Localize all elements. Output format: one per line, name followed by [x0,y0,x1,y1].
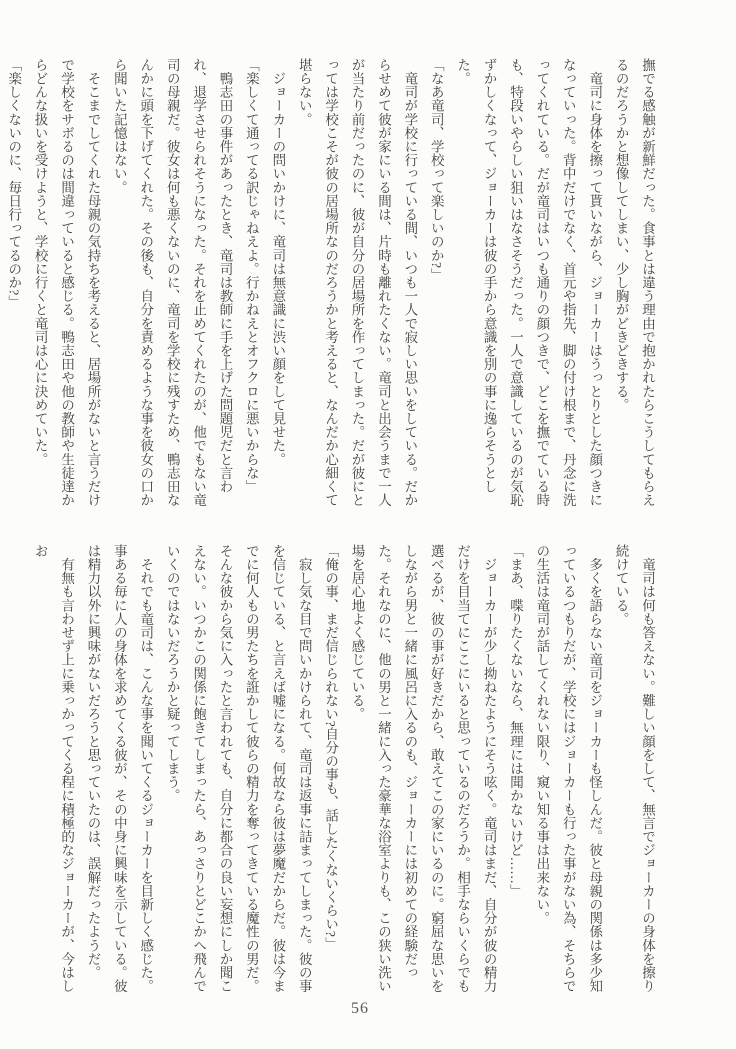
text-block-top [0,58,660,520]
paragraph: 竜司は何も答えない。難しい顔をして、無言でジョーカーの身体を擦り続けている。 [613,544,655,993]
paragraph: 「俺の事、まだ信じられない?自分の事も、話したくないくらい?」 [323,544,339,951]
paragraph: 「なあ竜司、学校って楽しいのか?」 [428,58,444,282]
text-block-bottom [26,544,660,1006]
paragraph: 「楽しくないのに、毎日行ってるのか?」 [6,58,22,309]
paragraph: 鴨志田の事件があったとき、竜司は教師に手を上げた問題児だと言われ、退学させられそうになった。それを止めてくれたのが、他でもない竜司の母親だ。彼女は何も悪くないのに、竜司を学校に残すため、鴨志田なんかに頭を下げてくれた。その後も、自分を責めるような事を彼女の口から聞いた記憶はない。 [111,58,233,507]
paragraph: 竜司が学校に行っている間、いつも一人で寂しい思いをしている。だからせめて彼が家にいる間は、片時も離れたくない。竜司と出会うまで一人が当たり前だったのに、彼が自分の居場所を作ってしまった。だが彼にとっては学校こそが彼の居場所なのだろうかと考えると、なんだか心細くて堪らない。 [296,58,418,507]
paragraph: ジョーカーの問いかけに、竜司は無意識に渋い顔をして見せた。 [270,58,286,466]
paragraph: 寂し気な目で問いかけられて、竜司は返事に詰まってしまった。彼の事を信じている、と言えば嘘になる。何故なら彼は夢魔だからだ。彼は今までに何人もの男たちを誑かして彼らの精力を奪ってきている魔性の男だ。そんな彼から気に入ったと言われても、自分に都合の良い妄想にしか聞こえない。いつかこの関係に飽きてしまったら、あっさりとどこかへ飛んでいくのではないだろうかと疑ってしまう。 [164,544,312,993]
paragraph: 「楽しくて通ってる訳じゃねえよ。行かねえとオフクロに悪いからな」 [243,58,259,494]
paragraph: 「まあ、喋りたくないなら、無理には聞かないけど……」 [507,544,523,898]
paragraph: ジョーカーが少し拗ねたようにそう呟く。竜司はまだ、自分が彼の精力だけを目当てにここにいると思っているのだろうか。相手ならいくらでも選べるが、彼の事が好きだから、敢えてこの家にいるのに。窮屈な思いをしながら男と一緒に風呂に入るのも、ジョーカーには初めての経験だった。それなのに、他の男と一緒に入った豪華な浴室よりも、この狭い洗い場を居心地よく感じている。 [349,544,497,993]
paragraph: 竜司に身体を擦って貰いながら、ジョーカーはうっとりとした顔つきになっていった。背中だけでなく、首元や指先、脚の付け根まで、丹念に洗ってくれている。だが竜司はいつも通りの顔つきで、どこを撫でている時も、特段いやらしい狙いはなさそうだった。一人で意識しているのが気恥ずかしくなって、ジョーカーは彼の手から意識を別の事に逸らそうとした。 [455,58,603,507]
page-number: 56 [351,1000,369,1017]
paragraph: 撫でる感触が新鮮だった。食事とは違う理由で抱かれたらこうしてもらえるのだろうかと想像してしまい、少し胸がどきどきする。 [613,58,655,507]
paragraph: そこまでしてくれた母親の気持ちを考えると、居場所がないと言うだけで学校をサボるのは間違っていると感じる。鴨志田や他の教師や生徒達からどんな扱いを受けようと、学校に行くと竜司は心に決めていた。 [32,58,101,507]
paragraph: それでも竜司は、こんな事を聞いてくるジョーカーを目新しく感じた。事ある毎に人の身体を求めてくる彼が、その中身に興味を示している。彼は精力以外に興味がないだろうと思っていたのは、誤解だったようだ。 [85,544,154,993]
paragraph: 有無も言わせず上に乗っかってくる程に積極的なジョーカーが、今はしお [32,544,75,993]
paragraph: 多くを語らない竜司をジョーカーも怪しんだ。彼と母親の関係は多少知っているつもりだが、学校にはジョーカーも行った事がない為、そちらでの生活は竜司が話してくれない限り、窺い知る事は出来ない。 [534,544,603,993]
